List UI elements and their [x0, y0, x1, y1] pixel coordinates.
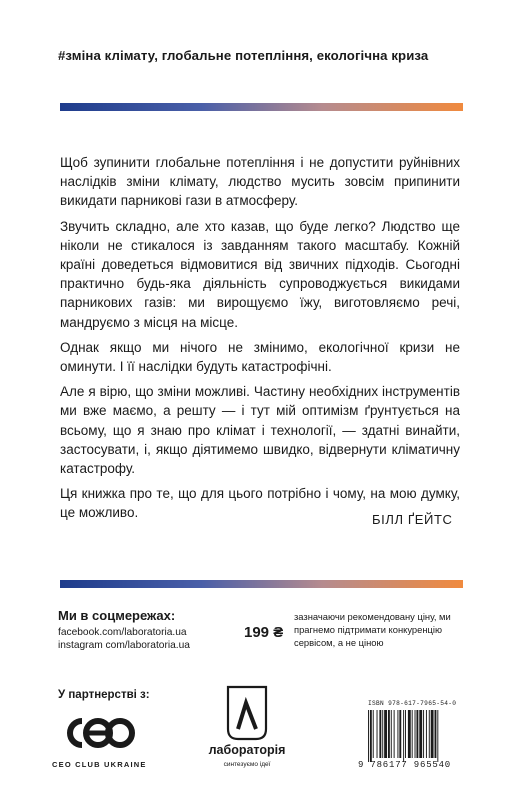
barcode-bar: [368, 710, 369, 762]
blurb-paragraph: Звучить складно, але хто казав, що буде легко? Людство ще ніколи не стикалося із завданням такого масштабу. Кожній країні доведеться відмовитися від звичних підходів. Сьогодні практично будь-яка діяльність супроводжується викидами парникових газів: ми вирощуємо їжу, виготовляємо речі, мандруємо з місця на місце.: [60, 218, 460, 330]
social-title: Ми в соцмережах:: [58, 608, 176, 623]
author-signature: БІЛЛ ҐЕЙТС: [372, 512, 453, 527]
instagram-link[interactable]: instagram com/laboratoria.ua: [58, 640, 190, 651]
partner-title: У партнерстві з:: [58, 689, 150, 701]
blurb-paragraph: Але я вірю, що зміни можливі. Частину необхідних інструментів ми вже маємо, а решту — і тут мій оптимізм ґрунтується на всьому, що я знаю про клімат і технології, — здатні винайти, застосувати, і, якщо діятимемо швидко, відвернути кліматичну катастрофу.: [60, 384, 460, 477]
social-block: [58, 608, 238, 652]
barcode-bar: [405, 710, 406, 758]
barcode-bar: [394, 710, 395, 758]
barcode-bar: [388, 710, 390, 758]
barcode-bar: [384, 710, 387, 758]
blurb-text: [60, 153, 460, 529]
barcode-bar: [377, 710, 378, 758]
barcode-bar: [403, 710, 404, 762]
barcode-bar: [426, 710, 427, 758]
barcode-bar: [382, 710, 383, 758]
gradient-divider-bottom: [60, 580, 463, 588]
barcode-bar: [416, 710, 418, 758]
blurb-paragraph: Ця книжка про те, що для цього потрібно і чому, на мою думку, це можливо.: [60, 486, 460, 521]
barcode-bar: [412, 710, 413, 758]
barcode-bar: [408, 710, 411, 758]
publisher-tagline: синтезуємо ідеї: [223, 761, 271, 768]
ceo-club-logo-icon: [58, 711, 138, 755]
barcode-bar: [415, 710, 416, 758]
isbn-label: ISBN 978-617-7965-54-0: [368, 700, 457, 707]
publisher-name: лабораторія: [208, 743, 286, 757]
barcode-bar: [399, 710, 401, 758]
barcode-bar: [435, 710, 437, 758]
blurb-paragraph: Щоб зупинити глобальне потепління і не допустити руйнівних наслідків зміни клімату, людство мусить зовсім припинити викидати парникові гази в атмосферу.: [60, 155, 460, 209]
barcode-bar: [423, 710, 424, 758]
barcode-bar: [397, 710, 398, 758]
partner-block: [58, 689, 150, 701]
barcode-bar: [391, 710, 392, 758]
barcode-bar: [379, 710, 381, 758]
laboratoria-logo-icon: [224, 685, 270, 741]
barcode-bar: [431, 710, 434, 758]
hashtags-line: #зміна клімату, глобальне потепління, екологічна криза: [58, 48, 429, 63]
barcode-bar: [437, 710, 438, 762]
barcode-bar: [370, 710, 372, 762]
price-label: 199 ₴: [244, 624, 284, 641]
price-note: зазначаючи рекомендовану ціну, ми прагнемо підтримати конкуренцію сервісом, а не ціною: [294, 611, 451, 648]
barcode-icon: [366, 710, 464, 762]
barcode-bar: [373, 710, 374, 758]
barcode-bar: [419, 710, 422, 758]
gradient-divider-top: [60, 103, 463, 111]
barcode-digits: 9 786177 965540: [358, 760, 452, 770]
blurb-paragraph: Однак якщо ми нічого не змінимо, екологічної кризи не оминути. І її наслідки будуть катастрофічні.: [60, 339, 460, 375]
barcode-bar: [429, 710, 430, 758]
facebook-link[interactable]: facebook.com/laboratoria.ua: [58, 627, 187, 638]
partner-caption: CEO CLUB UKRAINE: [52, 760, 147, 769]
